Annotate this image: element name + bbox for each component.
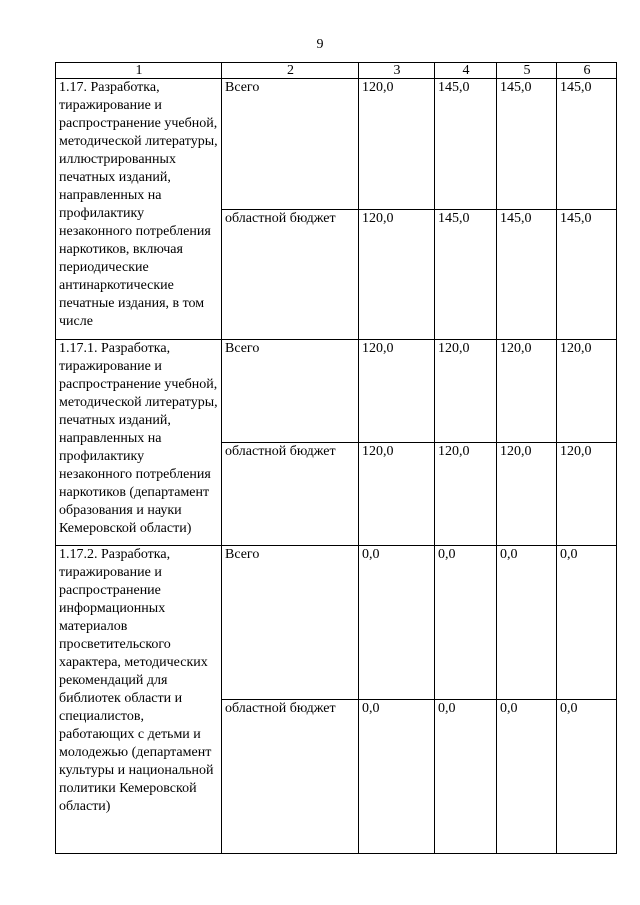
value-cell: 120,0 — [359, 79, 435, 210]
value-cell: 120,0 — [557, 340, 617, 443]
table-row — [56, 546, 617, 700]
value-cell: 120,0 — [497, 340, 557, 443]
source-label: областной бюджет — [222, 700, 359, 854]
value-cell: 145,0 — [557, 79, 617, 210]
column-header-4: 4 — [435, 63, 497, 79]
value-cell: 0,0 — [557, 700, 617, 854]
value-cell: 120,0 — [497, 443, 557, 546]
value-cell: 145,0 — [557, 209, 617, 340]
value-cell: 145,0 — [435, 209, 497, 340]
table-row — [56, 79, 617, 210]
value-cell: 0,0 — [435, 546, 497, 700]
value-cell: 0,0 — [359, 546, 435, 700]
source-label: Всего — [222, 79, 359, 210]
page-number: 9 — [316, 37, 324, 52]
column-header-1: 1 — [56, 63, 222, 79]
column-header-3: 3 — [359, 63, 435, 79]
value-cell: 0,0 — [557, 546, 617, 700]
source-label: областной бюджет — [222, 209, 359, 340]
column-header-2: 2 — [222, 63, 359, 79]
column-header-6: 6 — [557, 63, 617, 79]
value-cell: 120,0 — [557, 443, 617, 546]
value-cell: 0,0 — [497, 700, 557, 854]
column-header-row — [56, 63, 617, 79]
value-cell: 0,0 — [435, 700, 497, 854]
column-header-5: 5 — [497, 63, 557, 79]
financing-table — [55, 62, 617, 854]
value-cell: 0,0 — [497, 546, 557, 700]
value-cell: 120,0 — [359, 340, 435, 443]
value-cell: 120,0 — [435, 340, 497, 443]
value-cell: 145,0 — [497, 209, 557, 340]
value-cell: 120,0 — [359, 443, 435, 546]
measure-name: 1.17.1. Разработка, тиражирование и распространение учебной, методической литературы, печатных изданий, направленных на профилактику незаконного потребления наркотиков (департамент образования и науки Кемеровской области) — [56, 340, 222, 546]
source-label: Всего — [222, 340, 359, 443]
value-cell: 120,0 — [359, 209, 435, 340]
measure-name: 1.17. Разработка, тиражирование и распространение учебной, методической литературы, иллюстрированных печатных изданий, направленных на профилактику незаконного потребления наркотиков, включая периодические антинаркотические печатные издания, в том числе — [56, 79, 222, 340]
measure-name: 1.17.2. Разработка, тиражирование и распространение информационных материалов просветительского характера, методических рекомендаций для библиотек области и специалистов, работающих с детьми и молодежью (департамент культуры и национальной политики Кемеровской области) — [56, 546, 222, 854]
value-cell: 145,0 — [497, 79, 557, 210]
value-cell: 145,0 — [435, 79, 497, 210]
table-row — [56, 340, 617, 443]
source-label: областной бюджет — [222, 443, 359, 546]
source-label: Всего — [222, 546, 359, 700]
value-cell: 0,0 — [359, 700, 435, 854]
value-cell: 120,0 — [435, 443, 497, 546]
